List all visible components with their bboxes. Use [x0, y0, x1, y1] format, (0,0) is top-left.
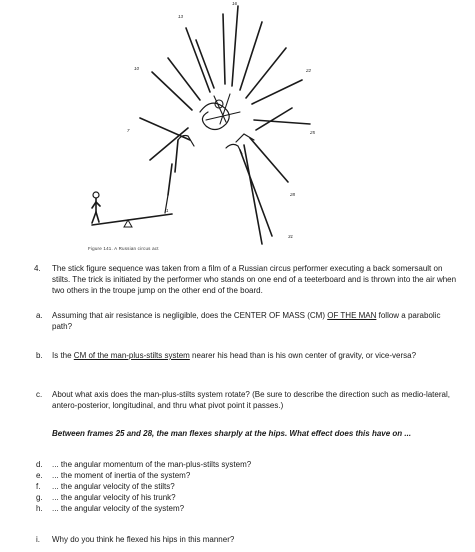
figure-caption: Figure 141. A Russian circus act — [88, 246, 159, 251]
item-f-text: ... the angular velocity of the stilts? — [52, 482, 175, 491]
item-f-letter: f. — [36, 482, 41, 491]
item-h-text: ... the angular velocity of the system? — [52, 504, 185, 513]
frame-number-22: 22 — [306, 68, 312, 73]
item-i-text: Why do you think he flexed his hips in this manner? — [52, 535, 235, 544]
item-g-letter: g. — [36, 493, 43, 502]
item-a-text: Assuming that air resistance is negligible, does the CENTER OF MASS (CM) OF THE MAN follow a parabolic path? — [52, 311, 441, 331]
item-b-text: Is the CM of the man-plus-stilts system nearer his head than is his own center of gravity, or vice-versa? — [52, 351, 417, 360]
frame-number-25: 25 — [310, 130, 316, 135]
item-h-letter: h. — [36, 504, 43, 513]
question-number: 4. — [34, 264, 41, 273]
item-e-text: ... the moment of inertia of the system? — [52, 471, 191, 480]
item-i-letter: i. — [36, 535, 40, 544]
teeterboard — [92, 214, 172, 225]
item-c-letter: c. — [36, 390, 43, 399]
frame-number-1: 1 — [166, 208, 169, 213]
frame-number-28: 28 — [290, 192, 296, 197]
item-d-letter: d. — [36, 460, 43, 469]
item-a-letter: a. — [36, 311, 43, 320]
frame-number-31: 31 — [288, 234, 294, 239]
item-e-letter: e. — [36, 471, 43, 480]
hip-flexion-prompt: Between frames 25 and 28, the man flexes sharply at the hips. What effect does this have on ... — [52, 429, 412, 438]
circus-stick-figure-illustration — [0, 0, 475, 258]
frame-number-10: 10 — [134, 66, 140, 71]
item-d-text: ... the angular momentum of the man-plus-stilts system? — [52, 460, 252, 469]
item-c-text: About what axis does the man-plus-stilts system rotate? (Be sure to describe the direction such as medio-lateral, antero-posterior, longitudinal, and thru what pivot point it passes.) — [52, 390, 450, 410]
frame-number-13: 13 — [178, 14, 184, 19]
item-b-letter: b. — [36, 351, 43, 360]
frame-number-7: 7 — [127, 128, 130, 133]
question-4-text: The stick figure sequence was taken from a film of a Russian circus performer executing a back somersault on stilts. The trick is initiated by the performer who stands on one end of a teeterboard and is thrown into the air when two others in the troupe jump on the other end of the board. — [52, 264, 457, 295]
frame-number-16: 16 — [232, 1, 238, 6]
item-g-text: ... the angular velocity of his trunk? — [52, 493, 176, 502]
